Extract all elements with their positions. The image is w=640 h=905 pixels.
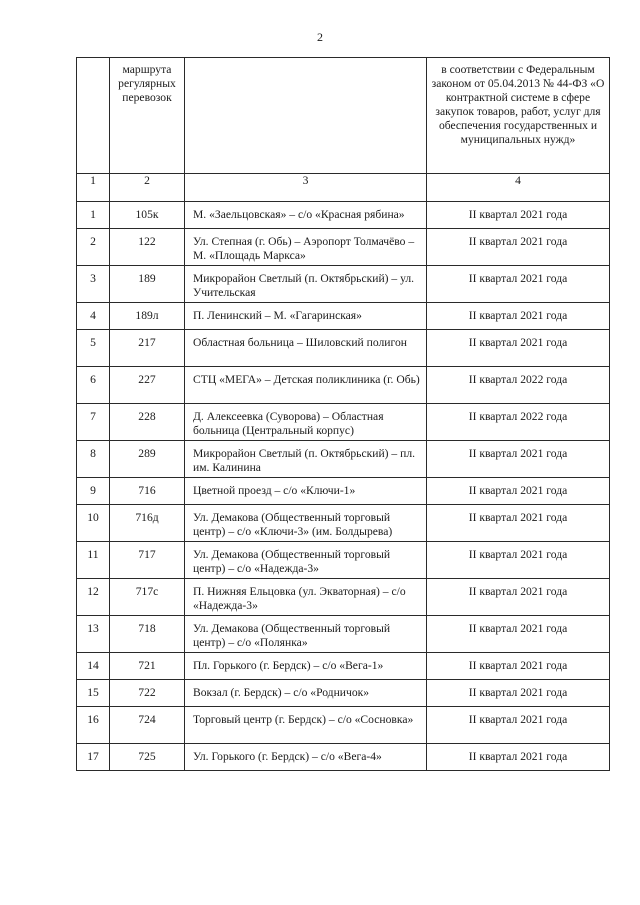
- row-number-cell: [77, 303, 110, 330]
- route-name: Областная больница – Шиловский полигон: [193, 336, 407, 349]
- deadline-cell: [427, 367, 610, 404]
- table-row: [77, 478, 610, 505]
- route-name: Цветной проезд – с/о «Ключи-1»: [193, 484, 356, 497]
- header-text-deadline: в соответствии с Федеральным законом от 05.04.2013 № 44-ФЗ «О контрактной системе в сфере закупок товаров, работ, услуг для обеспечения государственных и муниципальных нужд»: [431, 63, 605, 146]
- deadline-cell: [427, 330, 610, 367]
- deadline-cell: [427, 653, 610, 680]
- deadline-cell: [427, 404, 610, 441]
- route-name-cell: [185, 616, 427, 653]
- table-row: [77, 441, 610, 478]
- route-name-cell: [185, 303, 427, 330]
- row-number-cell: [77, 616, 110, 653]
- header-text-route: маршрута регулярных перевозок: [118, 63, 176, 104]
- table-row: [77, 202, 610, 229]
- route-number: 717с: [135, 585, 159, 598]
- route-number-cell: [110, 744, 185, 771]
- deadline: II квартал 2021 года: [468, 235, 568, 248]
- row-number-cell: [77, 653, 110, 680]
- row-number-cell: [77, 330, 110, 367]
- route-number-cell: [110, 330, 185, 367]
- table-row: [77, 505, 610, 542]
- route-number: 722: [138, 686, 156, 699]
- route-number-cell: [110, 542, 185, 579]
- route-name: Ул. Горького (г. Бердск) – с/о «Вега-4»: [193, 750, 382, 763]
- route-name-cell: [185, 707, 427, 744]
- route-number: 105к: [135, 208, 159, 221]
- header-cell-index: [77, 58, 110, 174]
- deadline: II квартал 2021 года: [468, 272, 568, 285]
- row-number: 4: [90, 309, 96, 322]
- table-row: [77, 266, 610, 303]
- page-number: 2: [317, 30, 323, 44]
- row-number-cell: [77, 680, 110, 707]
- route-name-cell: [185, 680, 427, 707]
- route-number-cell: [110, 303, 185, 330]
- deadline-cell: [427, 744, 610, 771]
- route-number: 718: [138, 622, 156, 635]
- header-cell-name: [185, 58, 427, 174]
- route-name: Ул. Демакова (Общественный торговый центр) – с/о «Полянка»: [193, 622, 391, 649]
- table-row: [77, 404, 610, 441]
- deadline: II квартал 2021 года: [468, 484, 568, 497]
- column-number-row: [77, 174, 610, 202]
- table-header-row: [77, 58, 610, 174]
- header-cell-route: [110, 58, 185, 174]
- route-number-cell: [110, 653, 185, 680]
- route-name-cell: [185, 542, 427, 579]
- route-name: Ул. Демакова (Общественный торговый центр) – с/о «Надежда-3»: [193, 548, 391, 575]
- deadline-cell: [427, 680, 610, 707]
- route-number-cell: [110, 478, 185, 505]
- route-name-cell: [185, 229, 427, 266]
- route-number-cell: [110, 266, 185, 303]
- routes-table: [76, 57, 610, 771]
- table-row: [77, 229, 610, 266]
- deadline: II квартал 2021 года: [468, 659, 568, 672]
- route-name: СТЦ «МЕГА» – Детская поликлиника (г. Обь): [193, 373, 420, 386]
- table-row: [77, 680, 610, 707]
- table-row: [77, 303, 610, 330]
- row-number: 1: [90, 208, 96, 221]
- route-name: Торговый центр (г. Бердск) – с/о «Сосновка»: [193, 713, 414, 726]
- deadline-cell: [427, 616, 610, 653]
- row-number-cell: [77, 202, 110, 229]
- row-number: 12: [87, 585, 99, 598]
- route-number: 724: [138, 713, 156, 726]
- route-number: 721: [138, 659, 156, 672]
- row-number-cell: [77, 404, 110, 441]
- route-number-cell: [110, 505, 185, 542]
- deadline-cell: [427, 266, 610, 303]
- header-cell-deadline: [427, 58, 610, 174]
- route-number: 217: [138, 336, 156, 349]
- deadline: II квартал 2022 года: [468, 373, 568, 386]
- route-name-cell: [185, 367, 427, 404]
- deadline: II квартал 2021 года: [468, 447, 568, 460]
- route-number-cell: [110, 229, 185, 266]
- row-number: 11: [87, 548, 99, 561]
- route-name: Д. Алексеевка (Суворова) – Областная больница (Центральный корпус): [193, 410, 384, 437]
- header-text-index: [77, 58, 109, 63]
- table-row: [77, 616, 610, 653]
- deadline: II квартал 2021 года: [468, 686, 568, 699]
- route-number-cell: [110, 707, 185, 744]
- deadline: II квартал 2021 года: [468, 585, 568, 598]
- route-name: Микрорайон Светлый (п. Октябрьский) – ул. Учительская: [193, 272, 415, 299]
- deadline: II квартал 2022 года: [468, 410, 568, 423]
- route-name-cell: [185, 478, 427, 505]
- route-name: П. Ленинский – М. «Гагаринская»: [193, 309, 362, 322]
- row-number-cell: [77, 367, 110, 404]
- route-name-cell: [185, 579, 427, 616]
- row-number-cell: [77, 505, 110, 542]
- row-number: 15: [87, 686, 99, 699]
- route-name-cell: [185, 441, 427, 478]
- deadline-cell: [427, 579, 610, 616]
- route-name: Ул. Степная (г. Обь) – Аэропорт Толмачёво – М. «Площадь Маркса»: [193, 235, 415, 262]
- route-number: 228: [138, 410, 156, 423]
- route-number: 717: [138, 548, 156, 561]
- row-number: 17: [87, 750, 99, 763]
- column-number: 1: [77, 174, 110, 202]
- route-number-cell: [110, 367, 185, 404]
- row-number-cell: [77, 266, 110, 303]
- route-name-cell: [185, 505, 427, 542]
- row-number-cell: [77, 542, 110, 579]
- route-name: П. Нижняя Ельцовка (ул. Экваторная) – с/о «Надежда-3»: [193, 585, 406, 612]
- route-number: 189: [138, 272, 156, 285]
- deadline-cell: [427, 441, 610, 478]
- table-row: [77, 367, 610, 404]
- deadline-cell: [427, 229, 610, 266]
- route-name: Микрорайон Светлый (п. Октябрьский) – пл. им. Калинина: [193, 447, 416, 474]
- column-number: 3: [185, 174, 427, 202]
- table-row: [77, 330, 610, 367]
- deadline-cell: [427, 707, 610, 744]
- row-number: 8: [90, 447, 96, 460]
- route-number-cell: [110, 441, 185, 478]
- route-number: 716: [138, 484, 156, 497]
- table-row: [77, 653, 610, 680]
- row-number: 7: [90, 410, 96, 423]
- row-number: 14: [87, 659, 99, 672]
- route-name: Ул. Демакова (Общественный торговый центр) – с/о «Ключи-3» (им. Болдырева): [193, 511, 393, 538]
- row-number-cell: [77, 478, 110, 505]
- route-name-cell: [185, 266, 427, 303]
- row-number: 5: [90, 336, 96, 349]
- route-name-cell: [185, 404, 427, 441]
- deadline-cell: [427, 542, 610, 579]
- deadline: II квартал 2021 года: [468, 548, 568, 561]
- deadline: II квартал 2021 года: [468, 511, 568, 524]
- row-number: 9: [90, 484, 96, 497]
- route-name-cell: [185, 744, 427, 771]
- route-number: 725: [138, 750, 156, 763]
- route-number-cell: [110, 404, 185, 441]
- route-name-cell: [185, 202, 427, 229]
- table-row: [77, 579, 610, 616]
- deadline-cell: [427, 505, 610, 542]
- row-number-cell: [77, 707, 110, 744]
- route-number-cell: [110, 202, 185, 229]
- table-body: [77, 202, 610, 771]
- route-name: Вокзал (г. Бердск) – с/о «Родничок»: [193, 686, 370, 699]
- deadline: II квартал 2021 года: [468, 208, 568, 221]
- deadline-cell: [427, 202, 610, 229]
- deadline-cell: [427, 478, 610, 505]
- route-number-cell: [110, 579, 185, 616]
- deadline: II квартал 2021 года: [468, 622, 568, 635]
- route-name: Пл. Горького (г. Бердск) – с/о «Вега-1»: [193, 659, 384, 672]
- row-number-cell: [77, 441, 110, 478]
- route-number-cell: [110, 680, 185, 707]
- route-name: М. «Заельцовская» – с/о «Красная рябина»: [193, 208, 405, 221]
- table-row: [77, 707, 610, 744]
- route-number-cell: [110, 616, 185, 653]
- route-number: 289: [138, 447, 156, 460]
- deadline: II квартал 2021 года: [468, 309, 568, 322]
- row-number: 13: [87, 622, 99, 635]
- row-number: 6: [90, 373, 96, 386]
- deadline: II квартал 2021 года: [468, 713, 568, 726]
- route-number: 189л: [135, 309, 159, 322]
- route-number: 227: [138, 373, 156, 386]
- row-number: 3: [90, 272, 96, 285]
- route-name-cell: [185, 653, 427, 680]
- row-number: 2: [90, 235, 96, 248]
- table-row: [77, 542, 610, 579]
- deadline-cell: [427, 303, 610, 330]
- deadline: II квартал 2021 года: [468, 750, 568, 763]
- route-number: 716д: [135, 511, 159, 524]
- route-name-cell: [185, 330, 427, 367]
- row-number-cell: [77, 579, 110, 616]
- row-number: 16: [87, 713, 99, 726]
- header-text-name: [185, 58, 426, 63]
- column-number: 4: [427, 174, 610, 202]
- row-number-cell: [77, 229, 110, 266]
- route-number: 122: [138, 235, 156, 248]
- table-row: [77, 744, 610, 771]
- row-number: 10: [87, 511, 99, 524]
- column-number: 2: [110, 174, 185, 202]
- deadline: II квартал 2021 года: [468, 336, 568, 349]
- row-number-cell: [77, 744, 110, 771]
